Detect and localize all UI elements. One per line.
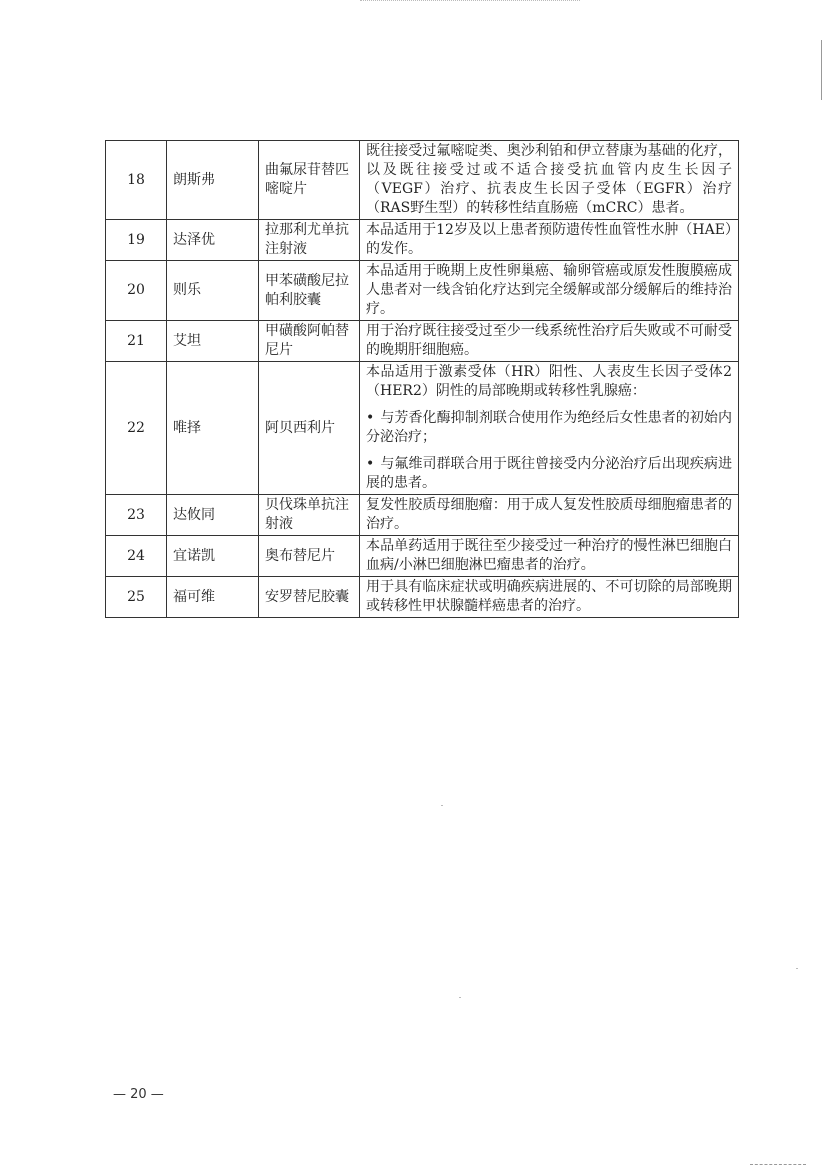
scan-artifact-top bbox=[360, 0, 580, 2]
generic-name: 甲苯磺酸尼拉帕利胶囊 bbox=[259, 261, 360, 321]
drug-table-body bbox=[106, 141, 739, 618]
brand-name: 福可维 bbox=[167, 577, 259, 618]
footer-rule bbox=[750, 1164, 806, 1166]
bullet-icon: • bbox=[366, 410, 375, 426]
table-row bbox=[106, 536, 739, 577]
row-number: 25 bbox=[106, 577, 167, 618]
table-row bbox=[106, 261, 739, 321]
indication-text: 本品单药适用于既往至少接受过一种治疗的慢性淋巴细胞白血病/小淋巴细胞淋巴瘤患者的治疗。 bbox=[366, 538, 732, 573]
brand-name: 达攸同 bbox=[167, 495, 259, 536]
scan-speck bbox=[796, 968, 798, 969]
table-row bbox=[106, 495, 739, 536]
brand-name: 宜诺凯 bbox=[167, 536, 259, 577]
row-number: 19 bbox=[106, 220, 167, 261]
table-row bbox=[106, 220, 739, 261]
table-row bbox=[106, 321, 739, 362]
indication-text: 既往接受过氟嘧啶类、奥沙利铂和伊立替康为基础的化疗，以及既往接受过或不适合接受抗血管内皮生长因子（VEGF）治疗、抗表皮生长因子受体（EGFR）治疗（RAS野生型）的转移性结直肠癌（mCRC）患者。 bbox=[366, 143, 732, 216]
indication bbox=[360, 362, 739, 495]
indication-text: 用于具有临床症状或明确疾病进展的、不可切除的局部晚期或转移性甲状腺髓样癌患者的治疗。 bbox=[366, 579, 732, 614]
indication bbox=[360, 141, 739, 220]
scan-speck bbox=[459, 997, 461, 998]
table-row bbox=[106, 362, 739, 495]
indication bbox=[360, 495, 739, 536]
brand-name: 则乐 bbox=[167, 261, 259, 321]
indication bbox=[360, 261, 739, 321]
row-number: 18 bbox=[106, 141, 167, 220]
generic-name: 安罗替尼胶囊 bbox=[259, 577, 360, 618]
row-number: 22 bbox=[106, 362, 167, 495]
brand-name: 唯择 bbox=[167, 362, 259, 495]
bullet-text: 与氟维司群联合用于既往曾接受内分泌治疗后出现疾病进展的患者。 bbox=[366, 456, 732, 491]
generic-name: 曲氟尿苷替匹嘧啶片 bbox=[259, 141, 360, 220]
generic-name: 阿贝西利片 bbox=[259, 362, 360, 495]
page-number: — 20 — bbox=[113, 1087, 164, 1102]
indication-text: 本品适用于12岁及以上患者预防遗传性血管性水肿（HAE）的发作。 bbox=[366, 222, 732, 257]
scan-artifact-edge bbox=[821, 40, 822, 100]
generic-name: 甲磺酸阿帕替尼片 bbox=[259, 321, 360, 362]
indication bbox=[360, 536, 739, 577]
indication-text: 本品适用于晚期上皮性卵巢癌、输卵管癌或原发性腹膜癌成人患者对一线含铂化疗达到完全缓解或部分缓解后的维持治疗。 bbox=[366, 263, 732, 317]
indication-text: 用于治疗既往接受过至少一线系统性治疗后失败或不可耐受的晚期肝细胞癌。 bbox=[366, 323, 732, 358]
indication bbox=[360, 220, 739, 261]
indication-text: 复发性胶质母细胞瘤：用于成人复发性胶质母细胞瘤患者的治疗。 bbox=[366, 497, 732, 532]
table-row bbox=[106, 577, 739, 618]
row-number: 20 bbox=[106, 261, 167, 321]
generic-name: 奥布替尼片 bbox=[259, 536, 360, 577]
bullet-icon: • bbox=[366, 456, 375, 472]
bullet-text: 与芳香化酶抑制剂联合使用作为绝经后女性患者的初始内分泌治疗； bbox=[366, 410, 732, 445]
row-number: 21 bbox=[106, 321, 167, 362]
brand-name: 达泽优 bbox=[167, 220, 259, 261]
table-row bbox=[106, 141, 739, 220]
brand-name: 艾坦 bbox=[167, 321, 259, 362]
generic-name: 贝伐珠单抗注射液 bbox=[259, 495, 360, 536]
indication-bullet bbox=[366, 409, 732, 447]
indication-bullet bbox=[366, 455, 732, 493]
generic-name: 拉那利尤单抗注射液 bbox=[259, 220, 360, 261]
indication bbox=[360, 321, 739, 362]
row-number: 23 bbox=[106, 495, 167, 536]
scan-speck bbox=[441, 805, 443, 806]
drug-table bbox=[105, 140, 739, 618]
indication-text: 本品适用于激素受体（HR）阳性、人表皮生长因子受体2（HER2）阴性的局部晚期或转移性乳腺癌： bbox=[366, 364, 732, 399]
row-number: 24 bbox=[106, 536, 167, 577]
brand-name: 朗斯弗 bbox=[167, 141, 259, 220]
indication bbox=[360, 577, 739, 618]
